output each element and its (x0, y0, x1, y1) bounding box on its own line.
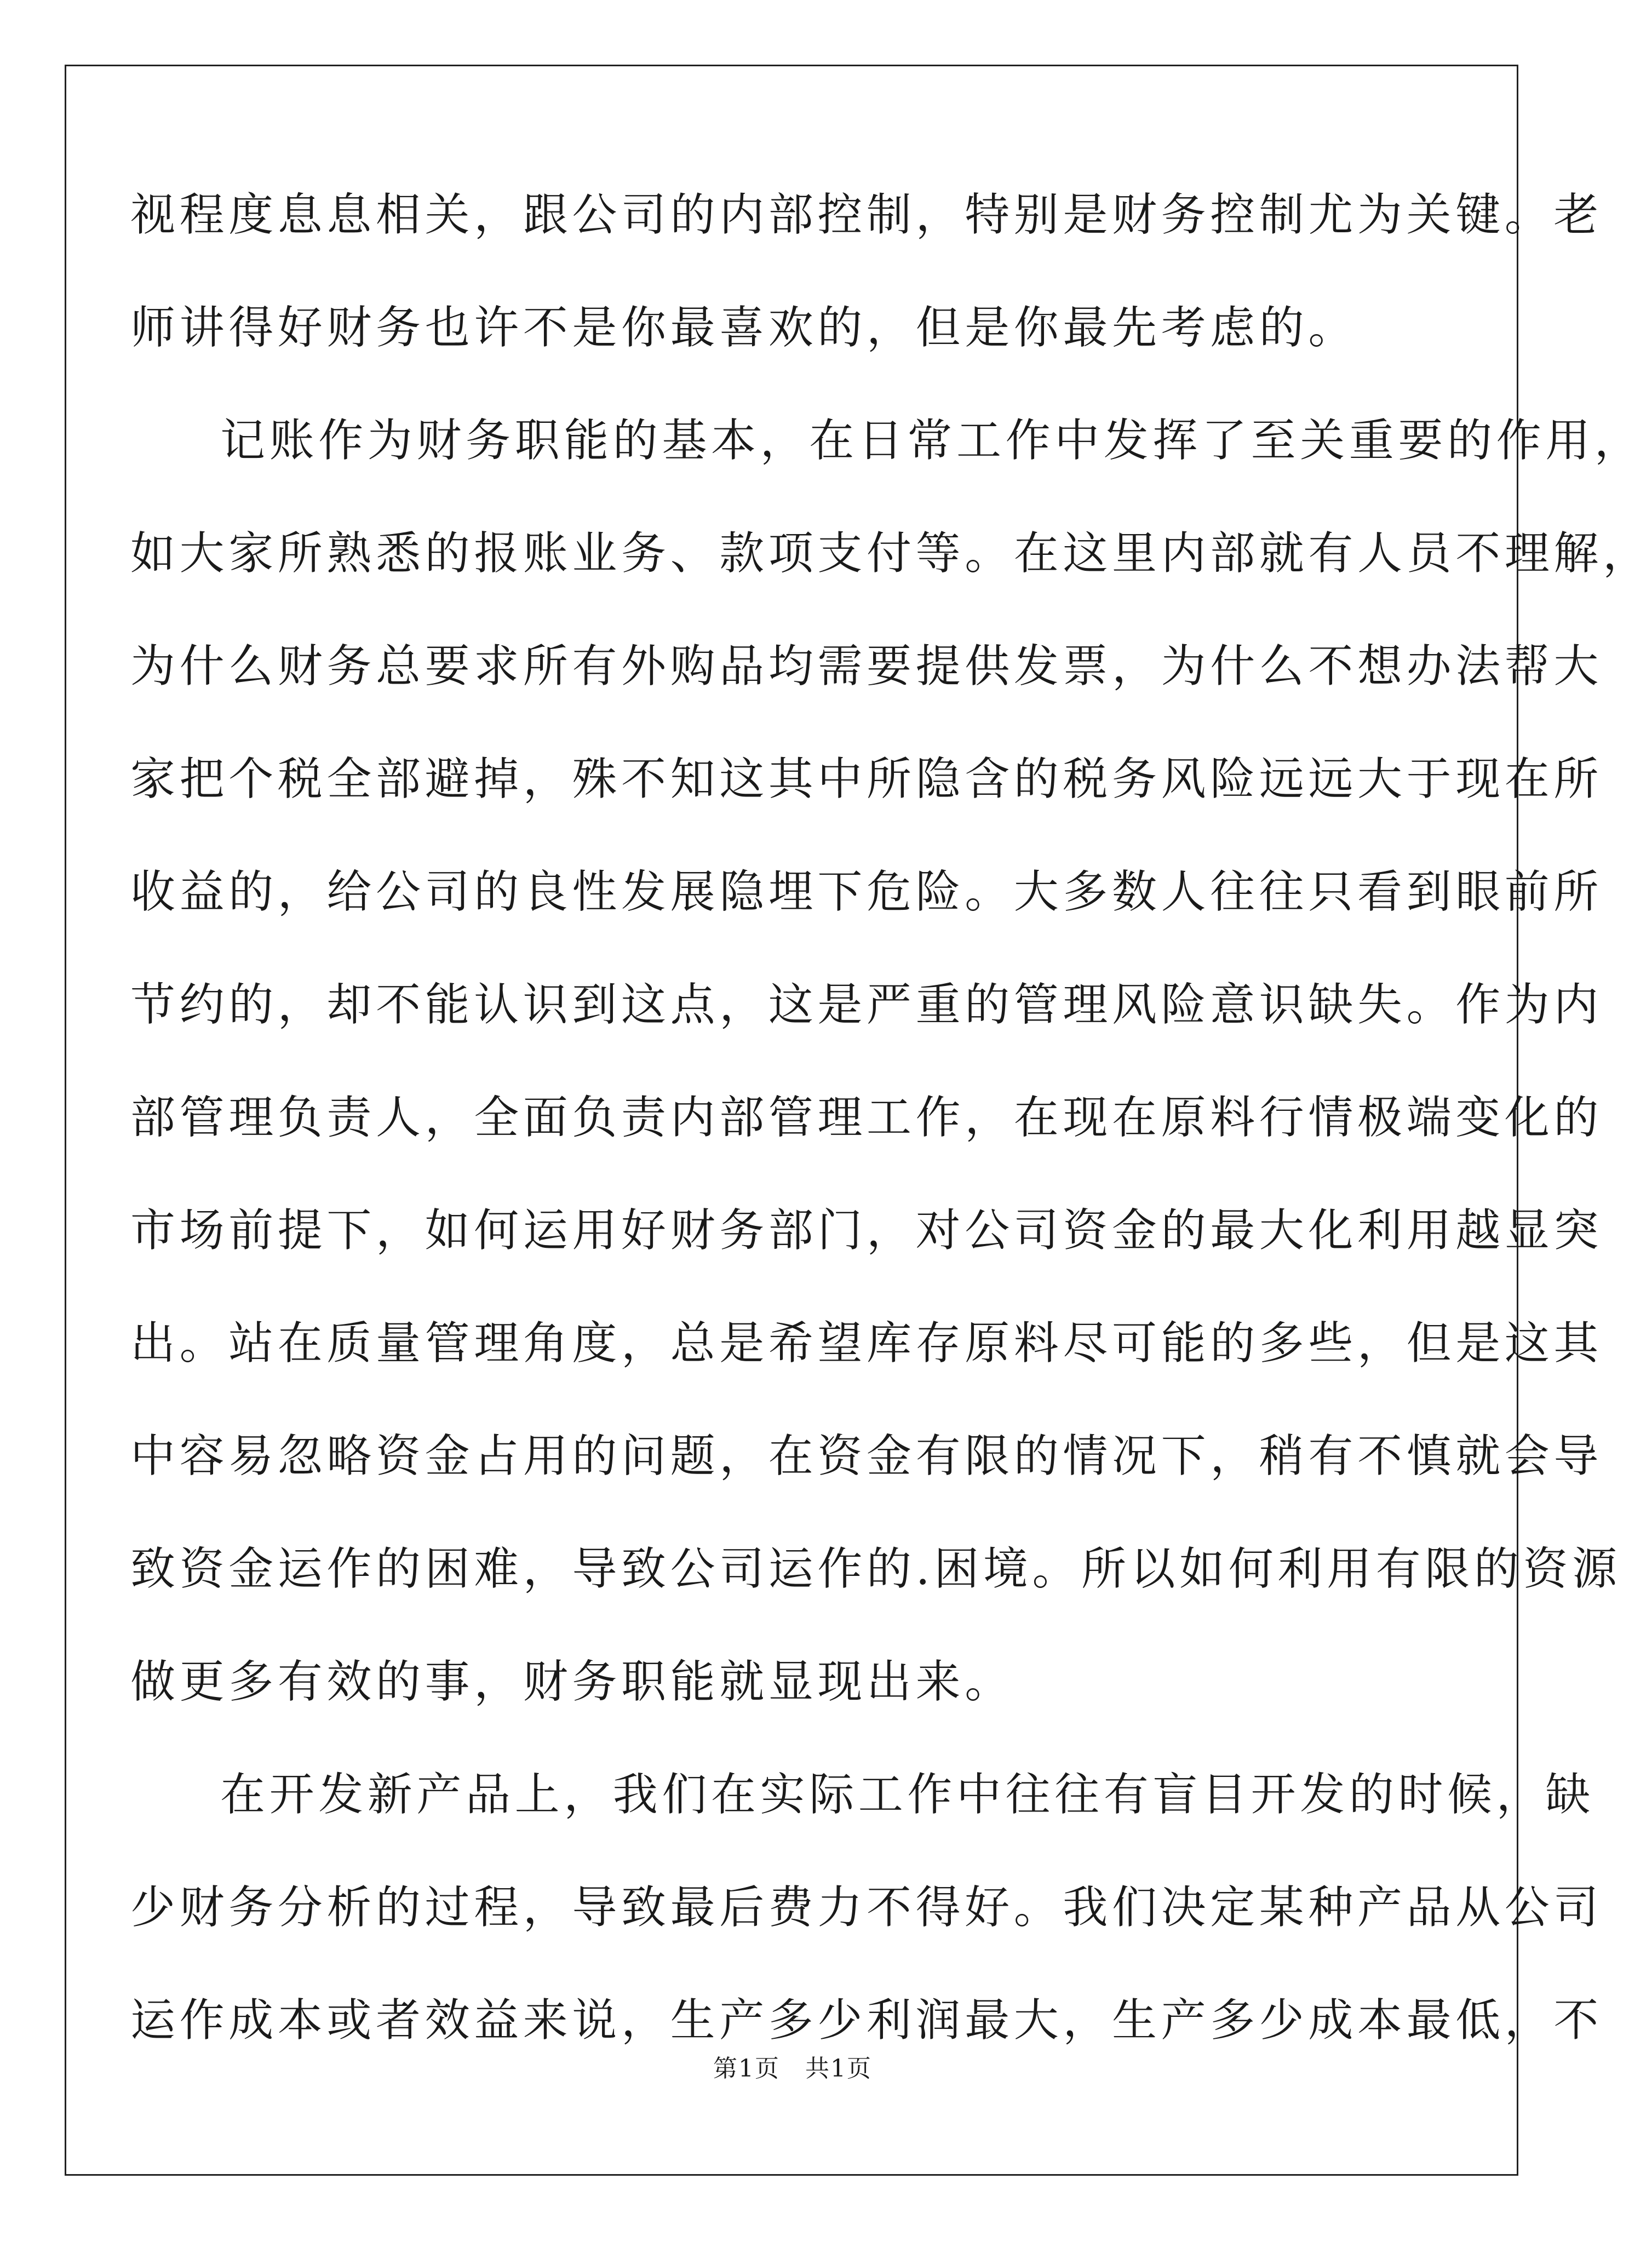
body-line: 致资金运作的困难，导致公司运作的.困境。所以如何利用有限的资源 (130, 1543, 1621, 1595)
document-body (130, 159, 1652, 2077)
body-line: 运作成本或者效益来说，生产多少利润最大，生产多少成本最低，不 (130, 1994, 1603, 2046)
body-line-paragraph-start: 记账作为财务职能的基本，在日常工作中发挥了至关重要的作用， (220, 415, 1644, 467)
body-line: 收益的，给公司的良性发展隐埋下危险。大多数人往往只看到眼前所 (130, 866, 1603, 918)
page-number-footer: 第1页 共1页 (713, 2055, 872, 2083)
body-line-paragraph-start: 在开发新产品上，我们在实际工作中往往有盲目开发的时候，缺 (220, 1769, 1594, 1821)
body-line: 出。站在质量管理角度，总是希望库存原料尽可能的多些，但是这其 (130, 1317, 1603, 1369)
body-line: 如大家所熟悉的报账业务、款项支付等。在这里内部就有人员不理解， (130, 527, 1652, 580)
body-line: 中容易忽略资金占用的问题，在资金有限的情况下，稍有不慎就会导 (130, 1430, 1603, 1482)
body-line: 视程度息息相关，跟公司的内部控制，特别是财务控制尤为关键。老 (130, 189, 1603, 241)
body-line: 家把个税全部避掉，殊不知这其中所隐含的税务风险远远大于现在所 (130, 753, 1603, 805)
body-line: 做更多有效的事，财务职能就显现出来。 (130, 1656, 1014, 1708)
body-line: 市场前提下，如何运用好财务部门，对公司资金的最大化利用越显突 (130, 1205, 1603, 1257)
body-line: 节约的，却不能认识到这点，这是严重的管理风险意识缺失。作为内 (130, 979, 1603, 1031)
body-line: 部管理负责人，全面负责内部管理工作，在现在原料行情极端变化的 (130, 1092, 1603, 1144)
body-line: 师讲得好财务也许不是你最喜欢的，但是你最先考虑的。 (130, 302, 1358, 354)
body-line: 为什么财务总要求所有外购品均需要提供发票，为什么不想办法帮大 (130, 640, 1603, 692)
body-line: 少财务分析的过程，导致最后费力不得好。我们决定某种产品从公司 (130, 1882, 1603, 1934)
